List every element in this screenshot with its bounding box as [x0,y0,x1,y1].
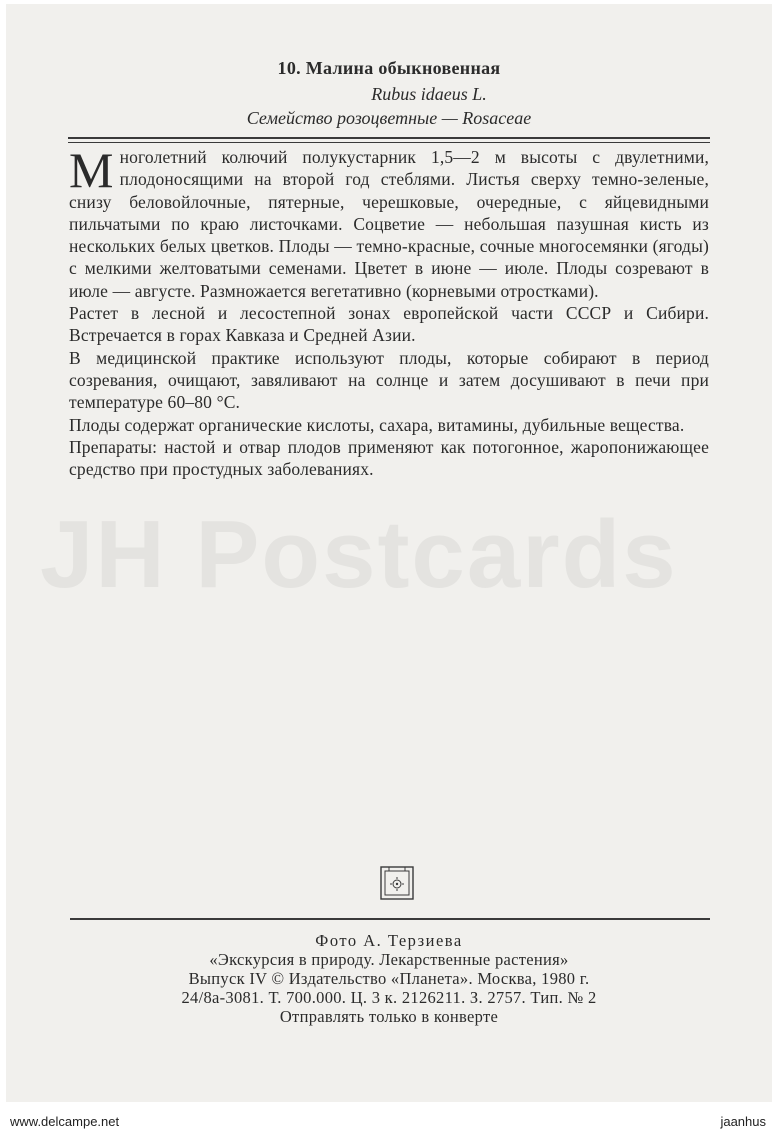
watermark: JH Postcards [40,501,678,608]
series-title: «Экскурсия в природу. Лекарственные растения» [209,950,569,969]
mailing-note: Отправлять только в конверте [279,1007,499,1026]
seller-label: jaanhus [720,1114,766,1129]
edition-info: Выпуск IV © Издательство «Планета». Москва, 1980 г. [188,969,590,988]
plant-family: Семейство розоцветные — Rosaceae [246,108,532,128]
drop-cap: М [69,142,114,198]
header-rule-thick [68,137,710,139]
print-codes: 24/8а-3081. Т. 700.000. Ц. 3 к. 2126211. З. 2757. Тип. № 2 [181,988,597,1007]
paragraph-preparations: Препараты: настой и отвар плодов применяют как потогонное, жаропонижающее средство при простудных заболеваниях. [69,436,709,480]
source-site-label: www.delcampe.net [10,1114,120,1129]
paragraph-composition: Плоды содержат органические кислоты, сахара, витамины, дубильные вещества. [69,414,685,435]
plant-title: 10. Малина обыкновенная [277,58,501,78]
publisher-logo-icon [380,866,414,900]
paragraph-description [69,142,709,302]
imprint-rule [70,918,710,920]
paragraph-description-text: ноголетний колючий полукустарник 1,5—2 м высоты с двулетними, плодоносящими на второй год стеблями. Листья сверху темно-зеленые, снизу беловойлочные, пятерные, черешковые, очередные, с яйцевидными пильчатыми по краю листочками. Соцветие — небольшая пазушная кисть из нескольких белых цветков. Плоды — темно-красные, сочные многосемянки (ягоды) с мелкими желтоватыми семенами. Цветет в июне — июле. Плоды созревают в июле — августе. Размножается вегетативно (корневыми отростками). [69,147,709,301]
paragraph-medical-use: В медицинской практике используют плоды, которые собирают в период созревания, очищают, завяливают на солнце и затем досушивают в печи при температуре 60–80 °С. [69,347,709,413]
paragraph-habitat: Растет в лесной и лесостепной зонах европейской части СССР и Сибири. Встречается в горах Кавказа и Средней Азии. [69,303,709,346]
description-text [69,142,709,480]
photo-credit: Фото А. Терзиева [315,931,463,950]
header-rule-thin [68,142,710,143]
latin-name: Rubus idaeus L. [371,84,487,104]
